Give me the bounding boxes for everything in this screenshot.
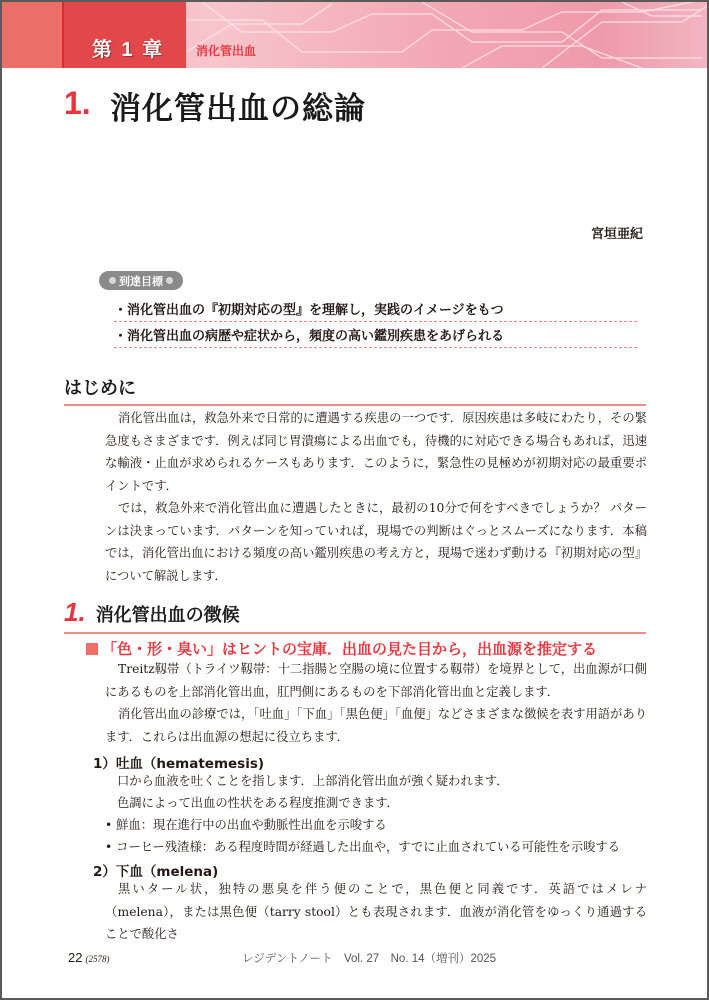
badge-dot-icon: [109, 277, 116, 284]
section-heading-intro: [64, 374, 646, 406]
bullet-item: • 鮮血：現在進行中の出血や動脈性出血を示唆する: [105, 818, 387, 832]
badge-dot-icon: [166, 277, 173, 284]
section-heading-text: はじめに: [64, 378, 136, 399]
page-total: (2578): [85, 954, 110, 964]
article-title-number: 1.: [64, 85, 91, 121]
square-bullet-icon: [86, 643, 98, 655]
page-number-value: 22: [68, 950, 83, 965]
author-name: 宮垣亜紀: [590, 227, 643, 242]
subsection-heading: [86, 638, 597, 659]
item-paragraph: 黒いタール状，独特の悪臭を伴う便のことで，黒色便と同義です．英語ではメレナ（melena），または黒色便（tarry stool）とも表現されます．血液が消化管をゆっくり通過することで酸化さ: [105, 882, 647, 941]
item-heading-melena: 2）下血（melena): [93, 864, 219, 880]
section-heading-1: [64, 597, 646, 634]
goal-item: ・消化管出血の病歴や症状から，頻度の高い鑑別疾患をあげられる: [114, 322, 637, 348]
journal-info: レジデントノート Vol. 27 No. 14（増刊）2025: [242, 953, 497, 965]
section-paragraph: Treitz靱帯（トライツ靱帯：十二指腸と空腸の境に位置する靱帯）を境界として，出血源が口側にあるものを上部消化管出血，肛門側にあるものを下部消化管出血と定義します．: [105, 662, 647, 699]
article-title: 消化管出血の総論: [110, 91, 366, 127]
goal-item: ・消化管出血の『初期対応の型』を理解し，実践のイメージをもつ: [114, 296, 637, 322]
page-number: [68, 950, 109, 965]
item-heading-hematemesis: 1）吐血（hematemesis): [93, 756, 265, 772]
subsection-heading-text: 「色・形・臭い」はヒントの宝庫．出血の見た目から，出血源を推定する: [102, 640, 598, 658]
section-heading-text: 消化管出血の徴候: [95, 605, 240, 626]
intro-paragraph: では，救急外来で消化管出血に遭遇したときに，最初の10分で何をすべきでしょうか？ パターンは決まっています．パターンを知っていれば，現場での判断はぐっとスムーズになります．本稿では，消化管出血における頻度の高い鑑別疾患の考え方と，現場で迷わず動ける『初期対応の型』について解説します．: [105, 501, 647, 583]
goals-badge-label: 到達目標: [119, 274, 163, 288]
goals-badge: [99, 271, 183, 290]
band-left-block: [2, 2, 62, 68]
item-line: 色調によって出血の性状をある程度推測できます．: [117, 796, 399, 810]
section-paragraph: 消化管出血の診療では，「吐血」「下血」「黒色便」「血便」などさまざまな徴候を表す用語があります．これらは出血源の想起に役立ちます．: [105, 707, 647, 744]
section-number: 1.: [64, 597, 86, 627]
bullet-item: • コーヒー残渣様：ある程度時間が経過した出血や，すでに止血されている可能性を示唆する: [105, 840, 620, 854]
item-line: 口から血液を吐くことを指します．上部消化管出血が強く疑われます．: [117, 774, 509, 788]
chapter-subtitle: 消化管出血: [196, 44, 257, 58]
intro-paragraph: 消化管出血は，救急外来で日常的に遭遇する疾患の一つです．原因疾患は多岐にわたり，その緊急度もさまざまです．例えば同じ胃潰瘍による出血でも，待機的に対応できる場合もあれば，迅速な輸液・止血が求められるケースもあります．このように，緊急性の見極めが初期対応の最重要ポイントです．: [105, 411, 647, 493]
chapter-label: 第 1 章: [92, 39, 165, 61]
